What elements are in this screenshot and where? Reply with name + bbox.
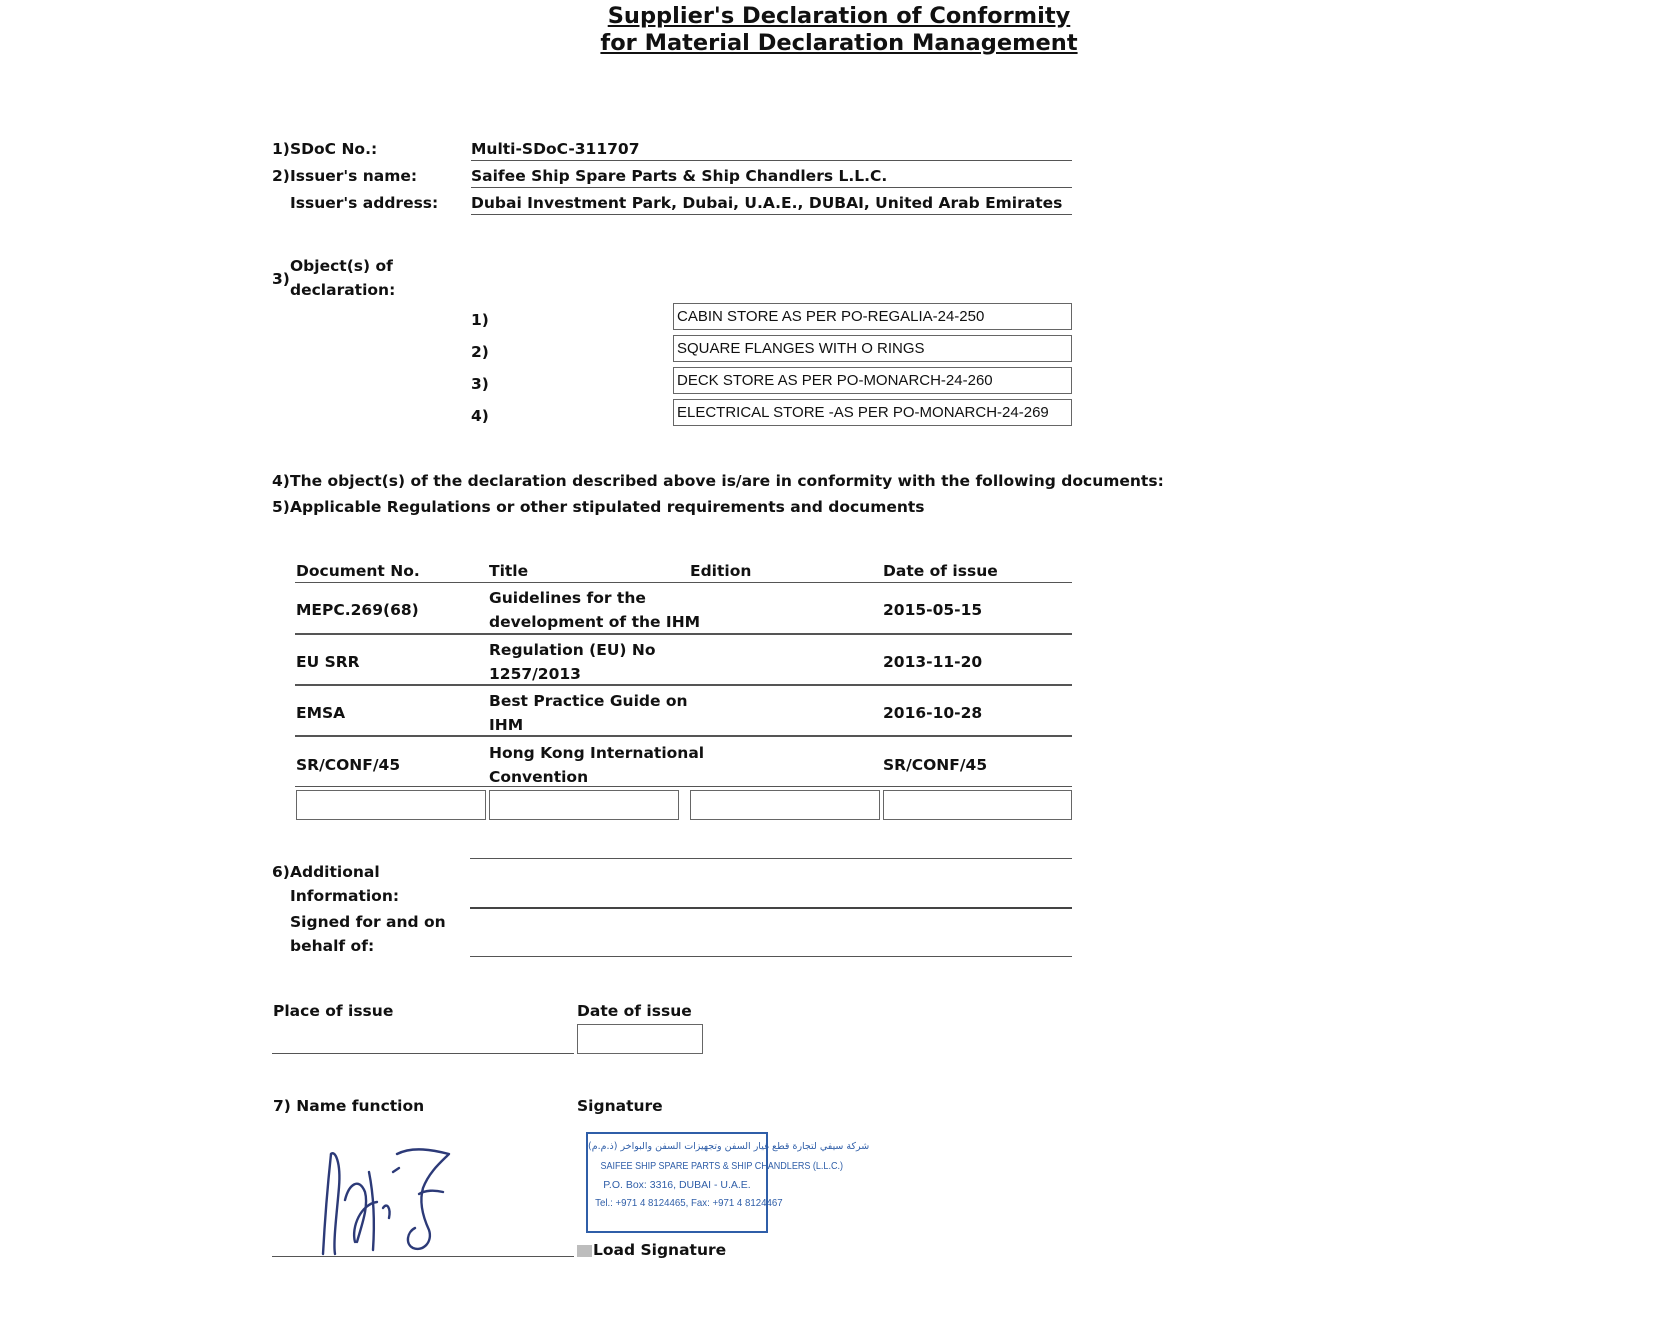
- additional-info-label-line2: Information:: [290, 887, 400, 905]
- object-item-number: 2): [471, 343, 489, 361]
- issuer-name-label: Issuer's name:: [290, 167, 418, 185]
- new-document-no-input[interactable]: [296, 790, 486, 820]
- object-item-field[interactable]: CABIN STORE AS PER PO-REGALIA-24-250: [673, 303, 1072, 330]
- table-cell-date: 2015-05-15: [883, 601, 983, 619]
- table-cell-title-line1: Regulation (EU) No: [489, 641, 656, 659]
- section-number-4: 4): [272, 472, 290, 490]
- table-cell-document-no: SR/CONF/45: [296, 756, 401, 774]
- table-row-divider: [295, 684, 1072, 686]
- stamp-company-name: SAIFEE SHIP SPARE PARTS & SHIP CHANDLERS (L.L.C.): [600, 1160, 844, 1172]
- stamp-arabic-text: شركة سيفي لتجارة قطع غيار السفن وتجهيزات السفن والبواخر (ذ.م.م): [588, 1141, 870, 1152]
- table-cell-document-no: EMSA: [296, 704, 346, 722]
- section-number-1: 1): [272, 140, 290, 158]
- load-signature-icon[interactable]: [577, 1245, 592, 1257]
- table-cell-document-no: MEPC.269(68): [296, 601, 419, 619]
- object-item-number: 4): [471, 407, 489, 425]
- objects-label-line1: Object(s) of: [290, 257, 393, 275]
- table-row-divider: [295, 633, 1072, 635]
- date-of-issue-input[interactable]: [577, 1024, 703, 1054]
- new-edition-input[interactable]: [690, 790, 880, 820]
- table-row-divider: [295, 735, 1072, 737]
- additional-info-input[interactable]: [470, 889, 1072, 909]
- object-item-number: 1): [471, 311, 489, 329]
- table-row-divider: [295, 786, 1072, 787]
- table-cell-date: 2016-10-28: [883, 704, 983, 722]
- signature-label: Signature: [577, 1097, 663, 1115]
- table-cell-title-line2: development of the IHM: [489, 613, 701, 631]
- column-header-date-of-issue: Date of issue: [883, 562, 998, 580]
- signed-on-behalf-label-line2: behalf of:: [290, 937, 375, 955]
- sdoc-label: SDoC No.:: [290, 140, 378, 158]
- object-item-field[interactable]: SQUARE FLANGES WITH O RINGS: [673, 335, 1072, 362]
- column-header-document-no: Document No.: [296, 562, 420, 580]
- table-cell-title-line1: Hong Kong International: [489, 744, 705, 762]
- new-date-input[interactable]: [883, 790, 1072, 820]
- company-stamp: [586, 1132, 870, 1233]
- name-function-label: 7) Name function: [273, 1097, 425, 1115]
- issuer-address-value: Dubai Investment Park, Dubai, U.A.E., DUBAI, United Arab Emirates: [471, 194, 1072, 215]
- section-number-5: 5): [272, 498, 290, 516]
- table-cell-title-line1: Best Practice Guide on: [489, 692, 688, 710]
- new-title-input[interactable]: [489, 790, 679, 820]
- table-cell-date: SR/CONF/45: [883, 756, 988, 774]
- table-cell-title-line2: IHM: [489, 716, 524, 734]
- additional-info-label-line1: Additional: [290, 863, 380, 881]
- column-header-edition: Edition: [690, 562, 752, 580]
- table-cell-date: 2013-11-20: [883, 653, 983, 671]
- signed-on-behalf-label-line1: Signed for and on: [290, 913, 446, 931]
- name-function-input[interactable]: [272, 1254, 574, 1257]
- table-header-divider: [295, 582, 1072, 583]
- stamp-po-box: P.O. Box: 3316, DUBAI - U.A.E.: [603, 1179, 751, 1191]
- document-title-line2: for Material Declaration Management: [600, 30, 1078, 56]
- table-cell-title-line1: Guidelines for the: [489, 589, 646, 607]
- section-number-6: 6): [272, 863, 290, 881]
- column-header-title: Title: [489, 562, 529, 580]
- handwritten-signature: [273, 1132, 473, 1256]
- stamp-phone-fax: Tel.: +971 4 8124465, Fax: +971 4 8124467: [595, 1197, 783, 1209]
- table-cell-title-line2: 1257/2013: [489, 665, 581, 683]
- sdoc-value: Multi-SDoC-311707: [471, 140, 1072, 161]
- date-of-issue-label: Date of issue: [577, 1002, 692, 1020]
- section-number-2: 2): [272, 167, 290, 185]
- additional-info-line-1[interactable]: [470, 840, 1072, 859]
- conformity-statement: The object(s) of the declaration described above is/are in conformity with the following documents:: [290, 472, 1164, 490]
- object-item-field[interactable]: ELECTRICAL STORE -AS PER PO-MONARCH-24-269: [673, 399, 1072, 426]
- load-signature-button[interactable]: Load Signature: [593, 1241, 727, 1259]
- document-title-line1: Supplier's Declaration of Conformity: [607, 3, 1071, 29]
- objects-label-line2: declaration:: [290, 281, 396, 299]
- place-of-issue-label: Place of issue: [273, 1002, 394, 1020]
- signed-on-behalf-input[interactable]: [470, 938, 1072, 957]
- object-item-number: 3): [471, 375, 489, 393]
- place-of-issue-input[interactable]: [272, 1035, 574, 1054]
- table-cell-title-line2: Convention: [489, 768, 589, 786]
- section-number-3: 3): [272, 270, 290, 288]
- object-item-field[interactable]: DECK STORE AS PER PO-MONARCH-24-260: [673, 367, 1072, 394]
- regulations-heading: Applicable Regulations or other stipulated requirements and documents: [290, 498, 925, 516]
- issuer-address-label: Issuer's address:: [290, 194, 439, 212]
- table-cell-document-no: EU SRR: [296, 653, 360, 671]
- issuer-name-value: Saifee Ship Spare Parts & Ship Chandlers L.L.C.: [471, 167, 1072, 188]
